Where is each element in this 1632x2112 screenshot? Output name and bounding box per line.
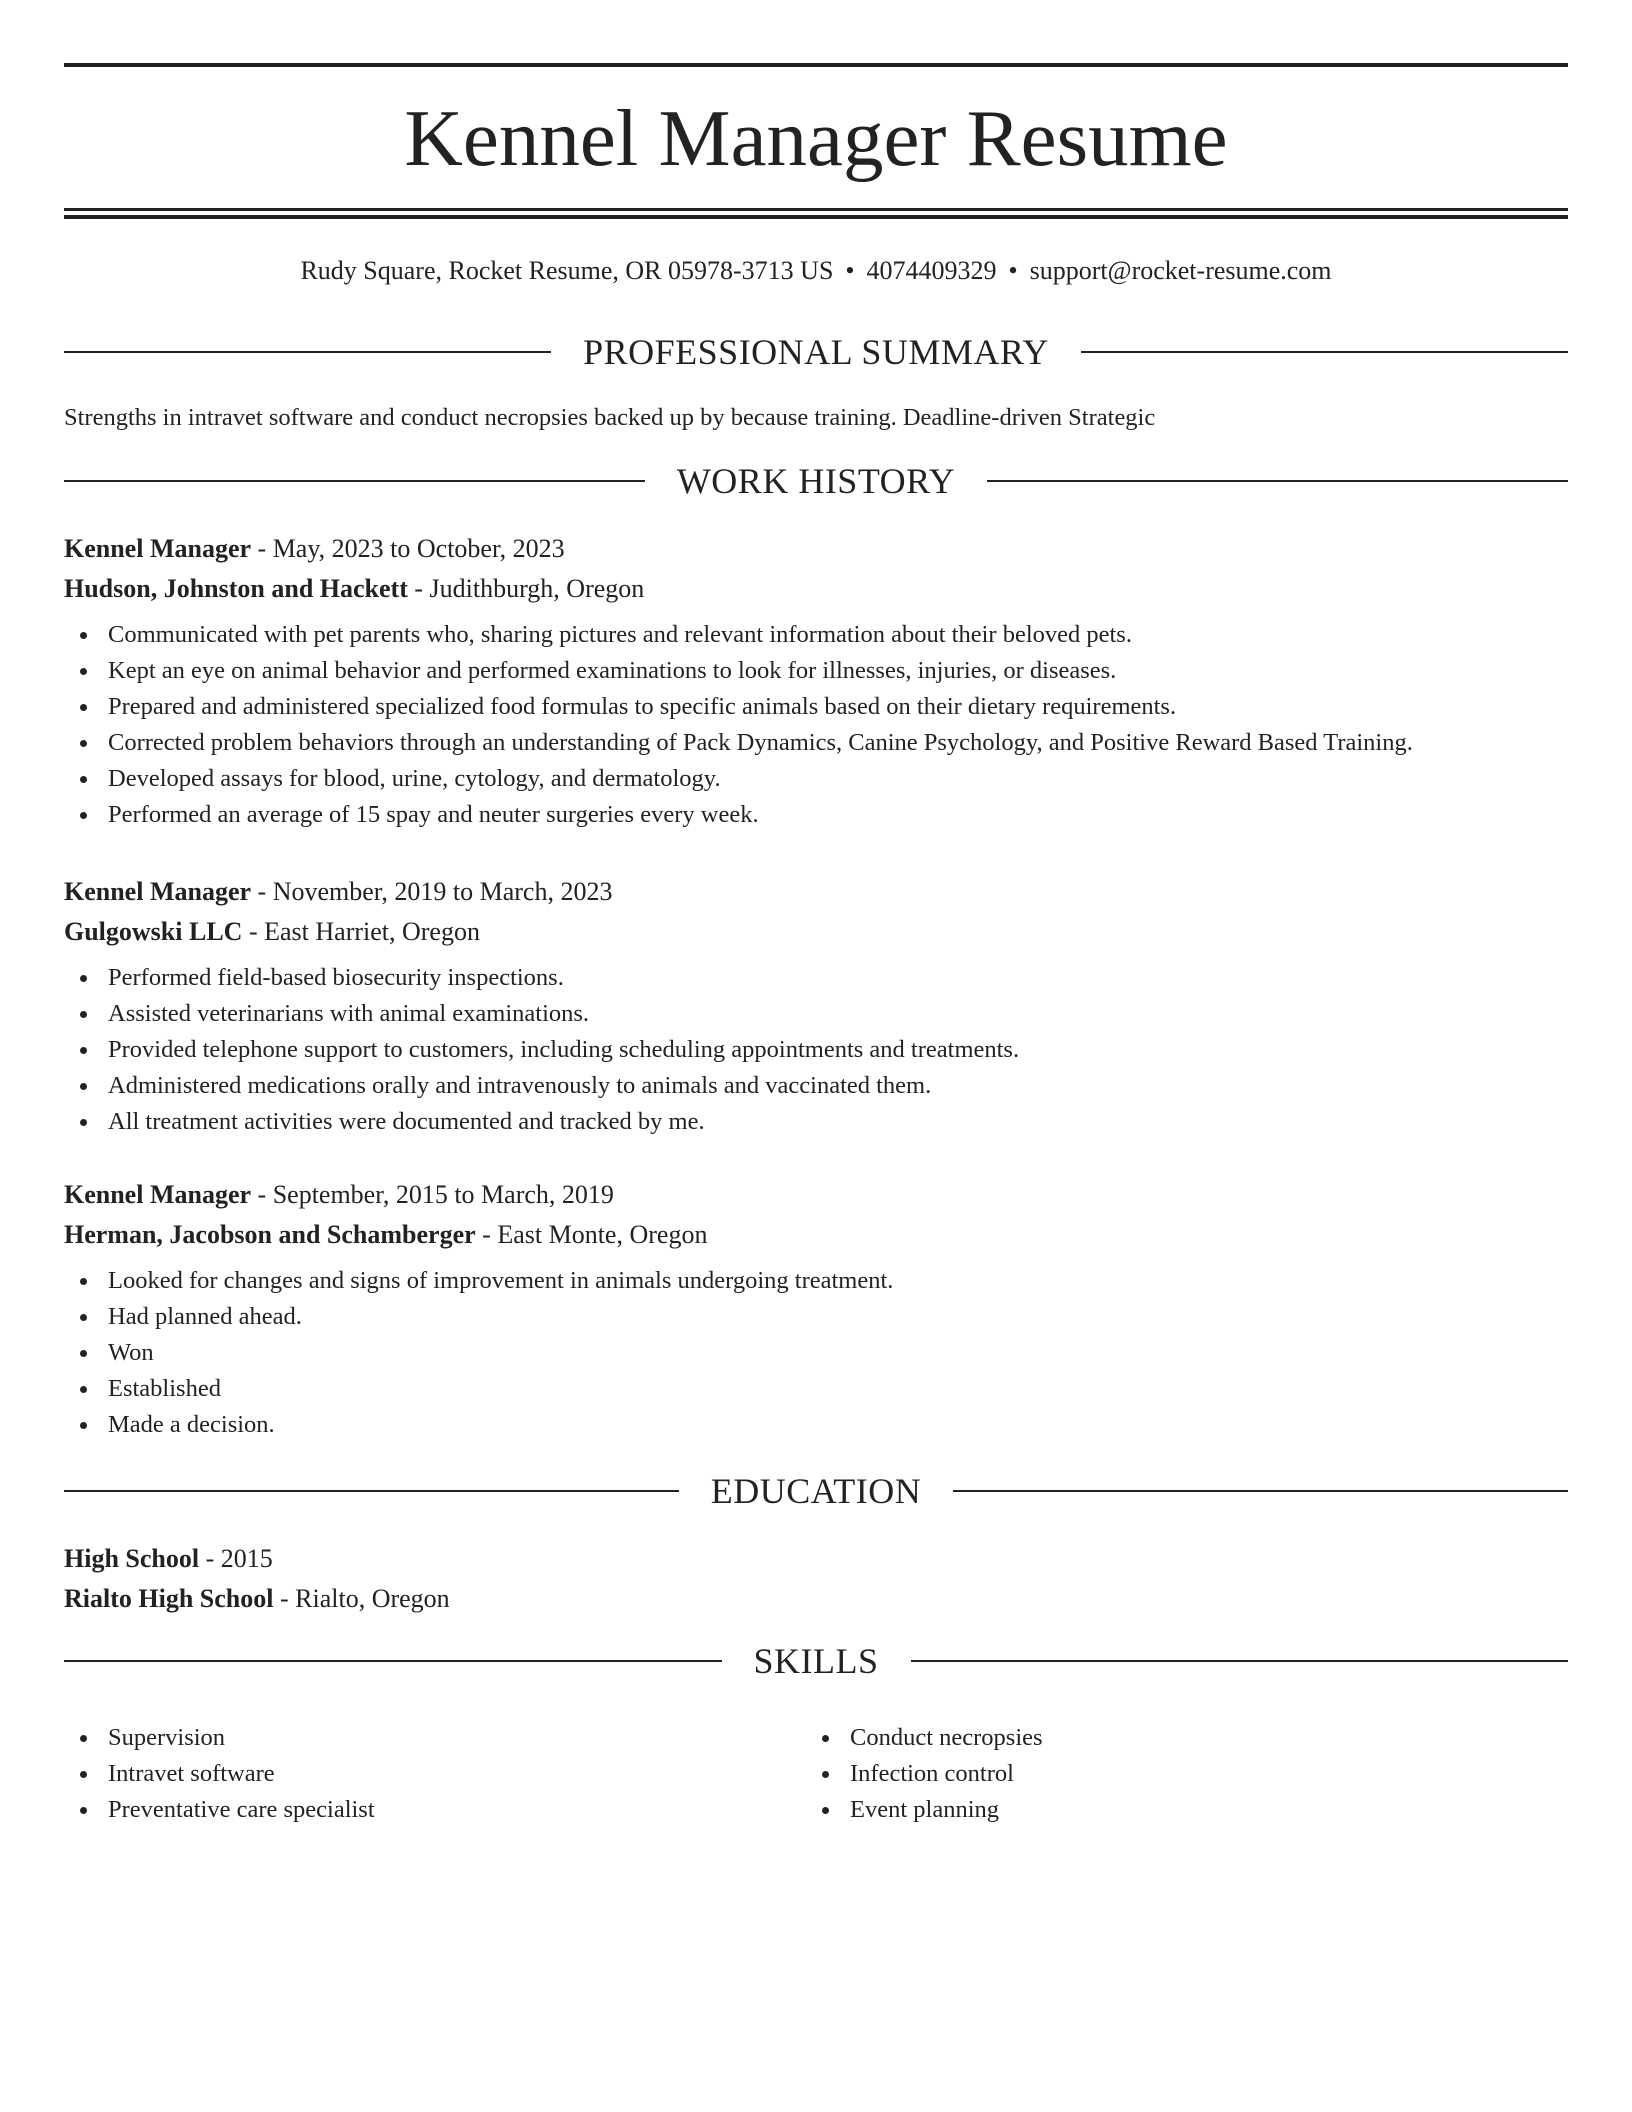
list-item: Corrected problem behaviors through an understanding of Pack Dynamics, Canine Psychology, and Positive Reward Based Training. [64,725,1568,761]
job-title: Kennel Manager [64,877,252,906]
section-title-education: EDUCATION [710,1471,922,1511]
list-item: Established [64,1371,1568,1407]
job-title: Kennel Manager [64,534,252,563]
job-company: Hudson, Johnston and Hackett [64,574,408,603]
job-entry [64,1175,1568,1443]
job-dates: - November, 2019 to March, 2023 [251,877,613,906]
contact-phone: 4074409329 [866,256,997,285]
education-location: - Rialto, Oregon [273,1584,450,1613]
list-item: Kept an eye on animal behavior and performed examinations to look for illnesses, injuries, or diseases. [64,653,1568,689]
education-degree: High School [64,1544,200,1573]
section-title-skills: SKILLS [753,1641,879,1681]
job-company-line [64,912,1568,952]
contact-separator: • [1008,256,1018,285]
skill-item: Supervision [64,1720,806,1756]
job-entry [64,529,1568,833]
list-item: Had planned ahead. [64,1299,1568,1335]
list-item: Made a decision. [64,1407,1568,1443]
skill-item: Preventative care specialist [64,1792,806,1828]
list-item: Prepared and administered specialized food formulas to specific animals based on their dietary requirements. [64,689,1568,725]
list-item: Performed an average of 15 spay and neuter surgeries every week. [64,797,1568,833]
section-heading-education [64,1468,1568,1514]
skills-list [64,1720,806,1828]
job-title: Kennel Manager [64,1180,252,1209]
section-title-summary: PROFESSIONAL SUMMARY [583,332,1049,372]
job-dates: - September, 2015 to March, 2019 [251,1180,614,1209]
resume-title: Kennel Manager Resume [404,93,1228,183]
job-location: - Judithburgh, Oregon [407,574,645,603]
skills-column-left [64,1720,806,1828]
education-school: Rialto High School [64,1584,274,1613]
list-item: Administered medications orally and intravenously to animals and vaccinated them. [64,1068,1568,1104]
list-item: All treatment activities were documented and tracked by me. [64,1104,1568,1140]
skills-list [806,1720,1548,1828]
job-dates: - May, 2023 to October, 2023 [251,534,565,563]
contact-separator: • [845,256,855,285]
heading-rule-right [953,1490,1568,1492]
education-school-line [64,1579,1568,1619]
job-company: Gulgowski LLC [64,917,243,946]
list-item: Looked for changes and signs of improvement in animals undergoing treatment. [64,1263,1568,1299]
section-heading-work [64,458,1568,504]
heading-rule-left [64,480,645,482]
section-heading-summary [64,329,1568,375]
list-item: Provided telephone support to customers, including scheduling appointments and treatments. [64,1032,1568,1068]
summary-text: Strengths in intravet software and conduct necropsies backed up by because training. Deadline-driven Strategic [64,404,1156,431]
skill-item: Event planning [806,1792,1548,1828]
job-location: - East Harriet, Oregon [242,917,480,946]
job-entry [64,872,1568,1140]
list-item: Won [64,1335,1568,1371]
education-entry [64,1539,1568,1619]
contact-email: support@rocket-resume.com [1029,256,1332,285]
job-duties-list [64,960,1568,1140]
heading-rule-right [911,1660,1569,1662]
skill-item: Infection control [806,1756,1548,1792]
heading-rule-right [1081,351,1568,353]
heading-rule-left [64,1660,722,1662]
education-year: - 2015 [199,1544,273,1573]
top-divider [64,63,1568,67]
heading-rule-left [64,1490,679,1492]
list-item: Assisted veterinarians with animal examinations. [64,996,1568,1032]
title-double-divider [64,208,1568,219]
skill-item: Conduct necropsies [806,1720,1548,1756]
education-degree-line [64,1539,1568,1579]
job-title-line [64,529,1568,569]
job-duties-list [64,617,1568,833]
contact-line [64,253,1568,289]
section-heading-skills [64,1638,1568,1684]
job-duties-list [64,1263,1568,1443]
list-item: Communicated with pet parents who, sharing pictures and relevant information about their beloved pets. [64,617,1568,653]
contact-address: Rudy Square, Rocket Resume, OR 05978-3713 US [300,256,834,285]
section-title-work: WORK HISTORY [676,461,956,501]
skill-item: Intravet software [64,1756,806,1792]
list-item: Developed assays for blood, urine, cytology, and dermatology. [64,761,1568,797]
heading-rule-right [987,480,1568,482]
job-company: Herman, Jacobson and Schamberger [64,1220,476,1249]
skills-column-right [806,1720,1548,1828]
job-company-line [64,569,1568,609]
skills-grid [64,1720,1568,1828]
list-item: Performed field-based biosecurity inspections. [64,960,1568,996]
job-title-line [64,872,1568,912]
heading-rule-left [64,351,551,353]
job-title-line [64,1175,1568,1215]
job-company-line [64,1215,1568,1255]
job-location: - East Monte, Oregon [475,1220,708,1249]
